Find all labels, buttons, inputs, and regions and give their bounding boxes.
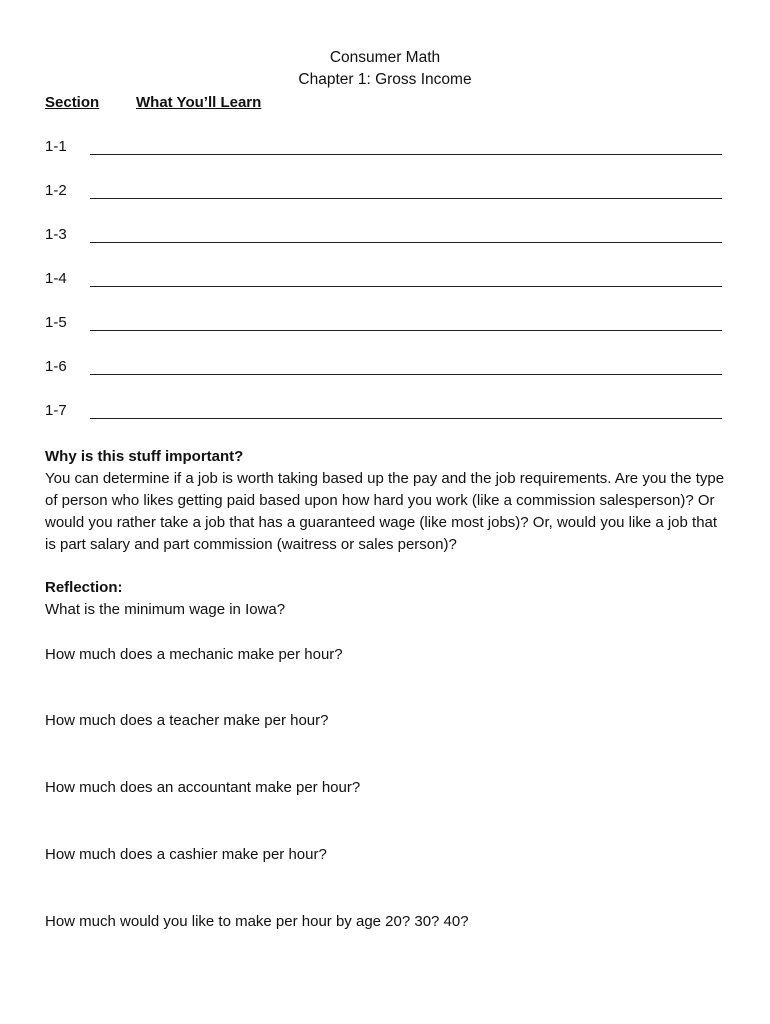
answer-line <box>90 242 722 243</box>
answer-line <box>90 286 722 287</box>
reflection-question: How much does a cashier make per hour? <box>45 846 327 863</box>
section-row <box>45 313 722 335</box>
section-number: 1-5 <box>45 314 67 331</box>
section-number: 1-7 <box>45 402 67 419</box>
section-row <box>45 137 722 159</box>
reflection-question: How much does an accountant make per hour? <box>45 779 361 796</box>
section-number: 1-4 <box>45 270 67 287</box>
document-title: Consumer Math <box>329 49 441 66</box>
section-number: 1-3 <box>45 226 67 243</box>
importance-body: You can determine if a job is worth taking based up the pay and the job requirements. Are you the type of person who likes getting paid based upon how hard you work (like a commission salesperson)? Or would you rather take a job that has a guaranteed wage (like most jobs)? Or, would you like a job that is part salary and part commission (waitress or sales person)? <box>45 470 725 553</box>
reflection-question: How much would you like to make per hour by age 20? 30? 40? <box>45 913 469 930</box>
reflection-question: How much does a mechanic make per hour? <box>45 646 343 663</box>
section-row <box>45 269 722 291</box>
importance-heading: Why is this stuff important? <box>45 448 244 465</box>
section-number: 1-6 <box>45 358 67 375</box>
importance-section <box>45 446 730 556</box>
answer-line <box>90 154 722 155</box>
reflection-question: What is the minimum wage in Iowa? <box>45 601 286 618</box>
learn-column-heading: What You’ll Learn <box>136 94 262 111</box>
chapter-title: Chapter 1: Gross Income <box>298 71 472 88</box>
section-number: 1-1 <box>45 138 67 155</box>
answer-line <box>90 374 722 375</box>
answer-line <box>90 198 722 199</box>
section-column-heading: Section <box>45 94 100 111</box>
section-row <box>45 357 722 379</box>
section-row <box>45 181 722 203</box>
section-number: 1-2 <box>45 182 67 199</box>
answer-line <box>90 418 722 419</box>
reflection-heading: Reflection: <box>45 579 123 596</box>
reflection-section <box>45 577 730 599</box>
section-row <box>45 225 722 247</box>
answer-line <box>90 330 722 331</box>
section-row <box>45 401 722 423</box>
reflection-question: How much does a teacher make per hour? <box>45 712 329 729</box>
